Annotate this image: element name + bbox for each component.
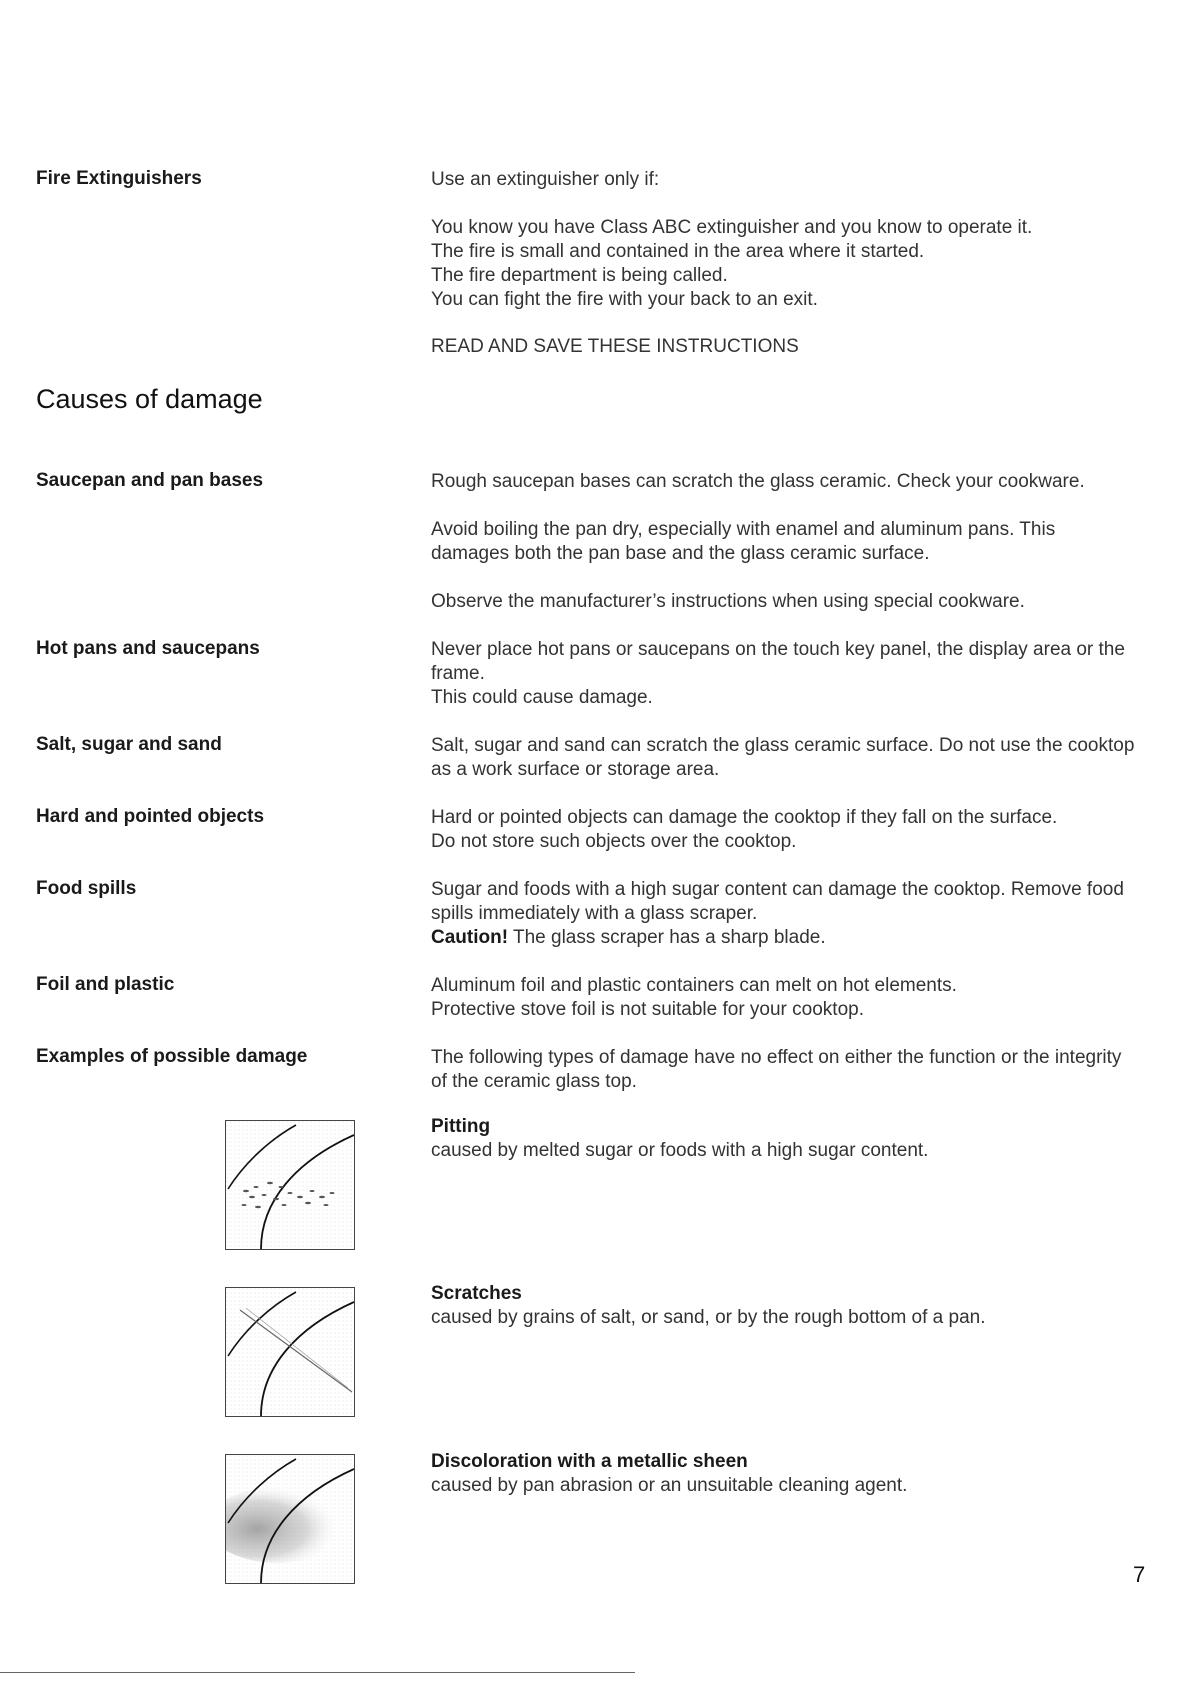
item-label-examples: Examples of possible damage	[36, 1046, 308, 1067]
section-title: Causes of damage	[36, 384, 263, 414]
item-label-hot-pans: Hot pans and saucepans	[36, 638, 260, 659]
body-line: frame.	[431, 663, 485, 684]
body-line: of the ceramic glass top.	[431, 1071, 637, 1092]
item-label-food-spills: Food spills	[36, 878, 137, 899]
caution-line	[431, 926, 1161, 950]
fire-extinguishers-body	[431, 168, 1161, 192]
item-body-saucepan-2	[431, 518, 1161, 566]
body-line: as a work surface or storage area.	[431, 759, 720, 780]
fire-extinguishers-label: Fire Extinguishers	[36, 168, 202, 189]
item-body-salt-sugar-sand	[431, 734, 1161, 782]
damage-desc: caused by pan abrasion or an unsuitable cleaning agent.	[431, 1475, 908, 1496]
body-line: Never place hot pans or saucepans on the touch key panel, the display area or the	[431, 639, 1125, 660]
item-body-hard-objects	[431, 806, 1161, 854]
item-label-foil-plastic: Foil and plastic	[36, 974, 175, 995]
item-body-food-spills	[431, 878, 1161, 950]
damage-title: Pitting	[431, 1116, 491, 1137]
damage-example-discoloration	[431, 1450, 1161, 1498]
caution-text: The glass scraper has a sharp blade.	[508, 927, 826, 948]
item-body-saucepan	[431, 470, 1161, 494]
body-line: Protective stove foil is not suitable for your cooktop.	[431, 999, 864, 1020]
item-body-saucepan-3	[431, 590, 1161, 614]
damage-desc: caused by melted sugar or foods with a high sugar content.	[431, 1140, 929, 1161]
body-line: damages both the pan base and the glass ceramic surface.	[431, 543, 930, 564]
pitting-illustration	[225, 1120, 355, 1250]
item-label-saucepan: Saucepan and pan bases	[36, 470, 264, 491]
caution-label: Caution!	[431, 927, 509, 948]
fire-condition: You know you have Class ABC extinguisher and you know to operate it.	[431, 217, 1033, 238]
fire-condition: You can fight the fire with your back to an exit.	[431, 289, 818, 310]
body-line: Do not store such objects over the cooktop.	[431, 831, 797, 852]
item-body-foil-plastic	[431, 974, 1161, 1022]
item-body-hot-pans	[431, 638, 1161, 710]
fire-intro: Use an extinguisher only if:	[431, 169, 660, 190]
item-body-examples	[431, 1046, 1161, 1094]
damage-example-scratches	[431, 1282, 1161, 1330]
fire-conditions	[431, 216, 1161, 312]
fire-condition: The fire department is being called.	[431, 265, 728, 286]
fire-condition: The fire is small and contained in the area where it started.	[431, 241, 925, 262]
body-line: This could cause damage.	[431, 687, 653, 708]
scratches-illustration	[225, 1287, 355, 1417]
body-line: Avoid boiling the pan dry, especially with enamel and aluminum pans. This	[431, 519, 1056, 540]
body-line: Observe the manufacturer’s instructions when using special cookware.	[431, 591, 1025, 612]
body-line: Sugar and foods with a high sugar content can damage the cooktop. Remove food	[431, 879, 1124, 900]
damage-title: Discoloration with a metallic sheen	[431, 1451, 748, 1472]
fire-notice: READ AND SAVE THESE INSTRUCTIONS	[431, 336, 799, 357]
body-line: Aluminum foil and plastic containers can melt on hot elements.	[431, 975, 957, 996]
body-line: Salt, sugar and sand can scratch the glass ceramic surface. Do not use the cooktop	[431, 735, 1135, 756]
body-line: Rough saucepan bases can scratch the glass ceramic. Check your cookware.	[431, 471, 1085, 492]
damage-desc: caused by grains of salt, or sand, or by the rough bottom of a pan.	[431, 1307, 986, 1328]
body-line: The following types of damage have no effect on either the function or the integrity	[431, 1047, 1122, 1068]
page-number: 7	[1133, 1562, 1146, 1587]
item-label-hard-objects: Hard and pointed objects	[36, 806, 265, 827]
body-line: spills immediately with a glass scraper.	[431, 903, 758, 924]
discoloration-illustration	[225, 1454, 355, 1584]
item-label-salt-sugar-sand: Salt, sugar and sand	[36, 734, 222, 755]
damage-example-pitting	[431, 1115, 1161, 1163]
damage-title: Scratches	[431, 1283, 522, 1304]
bottom-divider	[0, 1672, 635, 1673]
body-line: Hard or pointed objects can damage the cooktop if they fall on the surface.	[431, 807, 1058, 828]
